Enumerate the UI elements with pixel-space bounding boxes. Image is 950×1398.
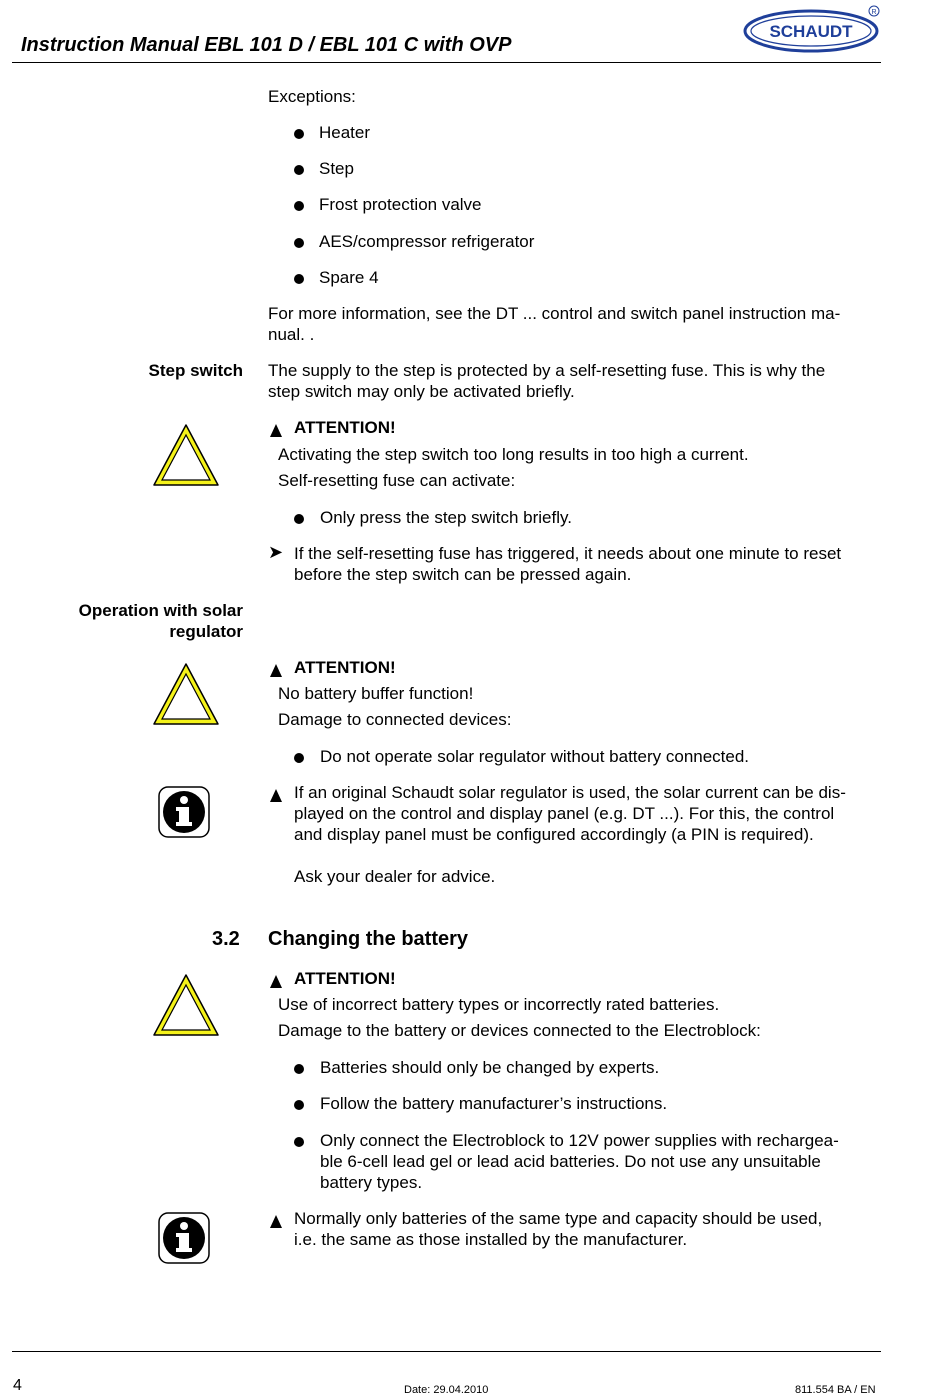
warning-text: Damage to connected devices: — [278, 710, 512, 729]
attention-marker-icon — [270, 975, 282, 988]
list-item: Only connect the Electroblock to 12V power supplies with rechargea- — [320, 1131, 839, 1150]
bullet-dot — [294, 1100, 304, 1110]
warning-triangle-icon — [151, 972, 221, 1038]
note-text: before the step switch can be pressed again. — [294, 565, 632, 584]
note-marker-icon — [270, 789, 282, 802]
note-marker-icon — [270, 1215, 282, 1228]
attention-heading: ATTENTION! — [294, 658, 396, 677]
bullet-dot — [294, 1064, 304, 1074]
more-info-text: nual. . — [268, 325, 315, 344]
info-text: Ask your dealer for advice. — [294, 867, 496, 886]
list-item: Spare 4 — [319, 268, 379, 287]
list-item: Batteries should only be changed by experts. — [320, 1058, 660, 1077]
list-item: ble 6-cell lead gel or lead acid batteries. Do not use any unsuitable — [320, 1152, 821, 1171]
warning-text: No battery buffer function! — [278, 684, 474, 703]
bullet-dot — [294, 201, 304, 211]
list-item: Heater — [319, 123, 371, 142]
list-item: Do not operate solar regulator without battery connected. — [320, 747, 750, 766]
bullet-dot — [294, 753, 304, 763]
schaudt-logo — [743, 4, 883, 54]
step-switch-text: step switch may only be activated briefly. — [268, 382, 575, 401]
list-item: battery types. — [320, 1173, 423, 1192]
step-switch-label: Step switch — [148, 361, 243, 380]
bullet-dot — [294, 1137, 304, 1147]
attention-heading: ATTENTION! — [294, 969, 396, 988]
warning-text: Self-resetting fuse can activate: — [278, 471, 516, 490]
info-text: If an original Schaudt solar regulator is used, the solar current can be dis- — [294, 783, 846, 802]
bullet-dot — [294, 129, 304, 139]
info-icon — [158, 1212, 210, 1264]
info-text: and display panel must be configured accordingly (a PIN is required). — [294, 825, 814, 844]
logo-text: SCHAUDT — [769, 22, 853, 41]
bullet-dot — [294, 514, 304, 524]
list-item: Only press the step switch briefly. — [320, 508, 572, 527]
info-text: Normally only batteries of the same type and capacity should be used, — [294, 1209, 823, 1228]
bullet-dot — [294, 238, 304, 248]
attention-marker-icon — [270, 664, 282, 677]
step-switch-text: The supply to the step is protected by a self-resetting fuse. This is why the — [268, 361, 826, 380]
list-item: Frost protection valve — [319, 195, 482, 214]
bullet-dot — [294, 165, 304, 175]
svg-text:R: R — [871, 9, 877, 16]
exceptions-intro: Exceptions: — [268, 87, 356, 106]
warning-text: Damage to the battery or devices connected to the Electroblock: — [278, 1021, 761, 1040]
solar-label: regulator — [169, 622, 243, 641]
footer-divider — [12, 1351, 881, 1352]
attention-marker-icon — [270, 424, 282, 437]
arrow-marker-icon: ➤ — [268, 542, 284, 562]
attention-heading: ATTENTION! — [294, 418, 396, 437]
warning-text: Use of incorrect battery types or incorrectly rated batteries. — [278, 995, 720, 1014]
document-title: Instruction Manual EBL 101 D / EBL 101 C with OVP — [21, 34, 512, 56]
header-divider — [12, 62, 881, 63]
bullet-dot — [294, 274, 304, 284]
info-icon — [158, 786, 210, 838]
section-number: 3.2 — [212, 928, 240, 950]
warning-triangle-icon — [151, 661, 221, 727]
info-text: played on the control and display panel (e.g. DT ...). For this, the control — [294, 804, 835, 823]
footer-date: Date: 29.04.2010 — [404, 1384, 489, 1396]
more-info-text: For more information, see the DT ... control and switch panel instruction ma- — [268, 304, 841, 323]
warning-triangle-icon — [151, 422, 221, 488]
solar-label: Operation with solar — [78, 601, 243, 620]
section-title: Changing the battery — [268, 928, 469, 950]
note-text: If the self-resetting fuse has triggered, it needs about one minute to reset — [294, 544, 842, 563]
page-number: 4 — [13, 1377, 22, 1394]
list-item: AES/compressor refrigerator — [319, 232, 535, 251]
warning-text: Activating the step switch too long results in too high a current. — [278, 445, 749, 464]
footer-doc-number: 811.554 BA / EN — [795, 1384, 876, 1396]
info-text: i.e. the same as those installed by the manufacturer. — [294, 1230, 688, 1249]
list-item: Follow the battery manufacturer’s instructions. — [320, 1094, 668, 1113]
list-item: Step — [319, 159, 354, 178]
